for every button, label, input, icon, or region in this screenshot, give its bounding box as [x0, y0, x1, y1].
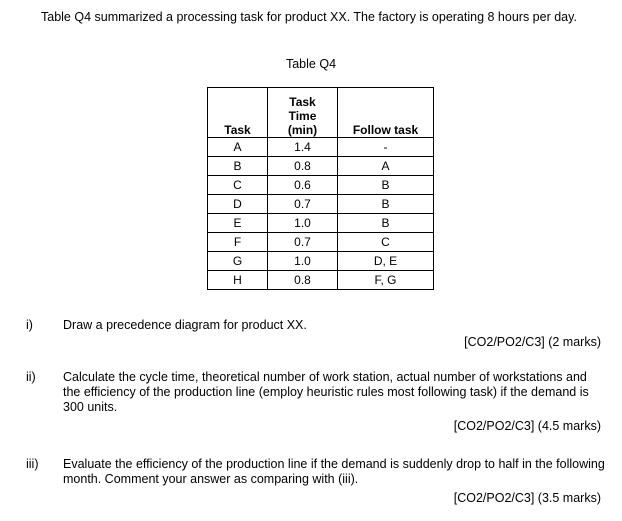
cell-follow: D, E [338, 252, 434, 271]
question-2-marks: [CO2/PO2/C3] (4.5 marks) [453, 419, 601, 433]
header-task: Task [208, 88, 268, 138]
cell-task: B [208, 157, 268, 176]
table-row [208, 195, 434, 214]
question-text: Evaluate the efficiency of the production line if the demand is suddenly drop to half in the following month. Comment your answer as comparing with (iii). [63, 457, 605, 486]
cell-follow: - [338, 138, 434, 157]
table-header-row [208, 88, 434, 138]
header-task-time-line2: Time [288, 109, 317, 123]
table-row [208, 252, 434, 271]
cell-follow: B [338, 176, 434, 195]
cell-time: 0.8 [268, 157, 338, 176]
cell-follow: F, G [338, 271, 434, 290]
table-row [208, 233, 434, 252]
table-row [208, 271, 434, 290]
question-number: ii) [26, 370, 36, 384]
question-number: i) [26, 318, 33, 332]
cell-follow: A [338, 157, 434, 176]
table-row [208, 138, 434, 157]
cell-task: C [208, 176, 268, 195]
cell-time: 0.8 [268, 271, 338, 290]
cell-follow: B [338, 214, 434, 233]
cell-task: E [208, 214, 268, 233]
table-row [208, 214, 434, 233]
cell-time: 0.6 [268, 176, 338, 195]
cell-task: H [208, 271, 268, 290]
cell-time: 1.0 [268, 214, 338, 233]
task-table [207, 87, 434, 290]
cell-time: 1.0 [268, 252, 338, 271]
cell-follow: C [338, 233, 434, 252]
table-caption: Table Q4 [285, 57, 337, 71]
question-3-marks: [CO2/PO2/C3] (3.5 marks) [453, 491, 601, 505]
cell-task: G [208, 252, 268, 271]
question-text: Calculate the cycle time, theoretical number of work station, actual number of workstations and the efficiency of the production line (employ heuristic rules most following task) if the demand is 300 units. [63, 370, 589, 414]
cell-time: 1.4 [268, 138, 338, 157]
table-row [208, 157, 434, 176]
header-task-time-line1: Task [289, 95, 316, 109]
header-follow-task: Follow task [338, 88, 434, 138]
question-1-marks: [CO2/PO2/C3] (2 marks) [464, 335, 601, 349]
question-number: iii) [26, 457, 39, 471]
header-task-time-line3: (min) [287, 123, 318, 137]
question-text: Draw a precedence diagram for product XX. [63, 318, 307, 332]
cell-task: D [208, 195, 268, 214]
cell-time: 0.7 [268, 233, 338, 252]
cell-follow: B [338, 195, 434, 214]
cell-task: F [208, 233, 268, 252]
cell-time: 0.7 [268, 195, 338, 214]
table-row [208, 176, 434, 195]
intro-paragraph: Table Q4 summarized a processing task for product XX. The factory is operating 8 hours per day. [41, 10, 577, 24]
cell-task: A [208, 138, 268, 157]
header-task-time [268, 88, 338, 138]
